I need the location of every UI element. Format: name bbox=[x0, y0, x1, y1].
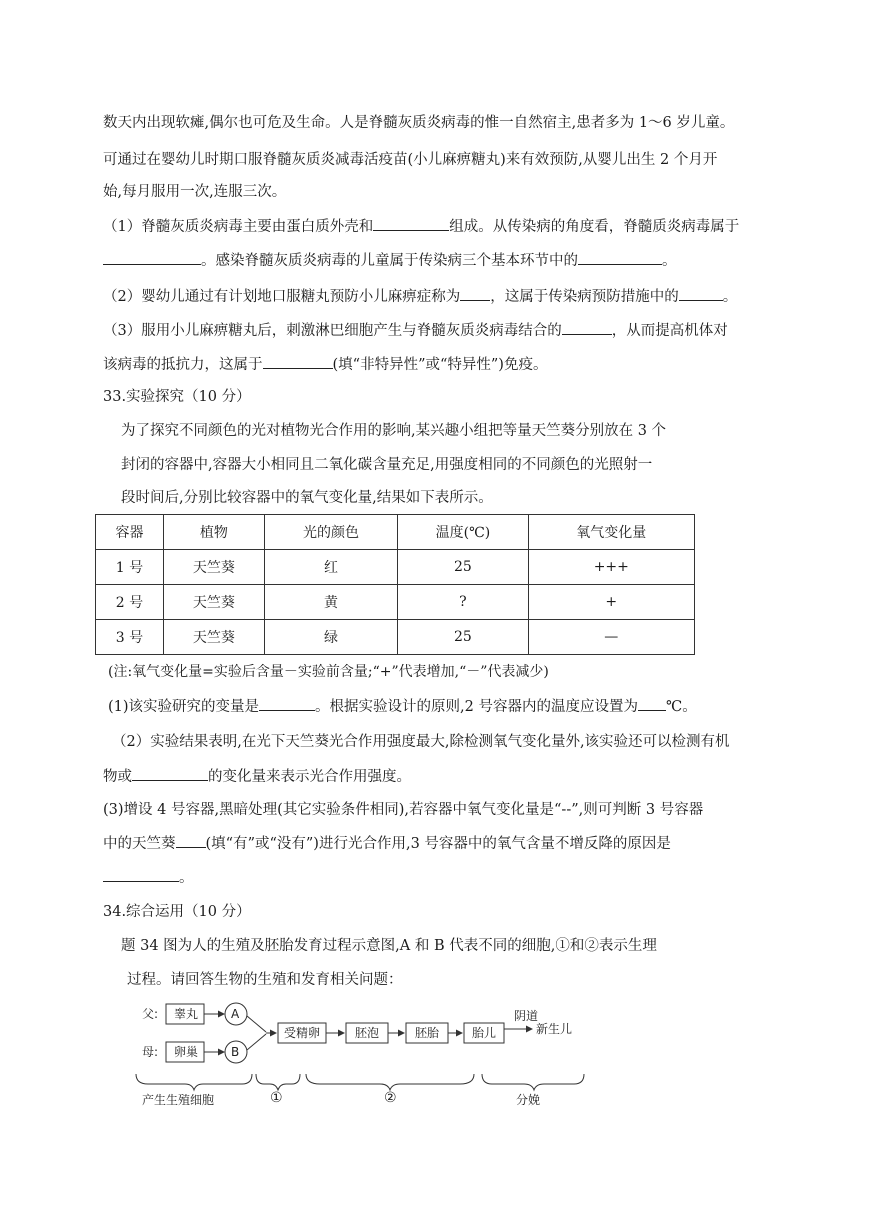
table-cell: 2 号 bbox=[96, 585, 164, 620]
table-header-cell: 植物 bbox=[163, 515, 264, 550]
table-cell: 25 bbox=[398, 550, 528, 585]
vagina-label: 阴道 bbox=[514, 1009, 539, 1023]
q33-intro-line-1: 为了探究不同颜色的光对植物光合作用的影响,某兴趣小组把等量天竺葵分别放在 3 个 bbox=[121, 423, 667, 439]
q32-p2-text-b: ，这属于传染病预防措施中的 bbox=[490, 289, 679, 305]
table-cell: ? bbox=[398, 585, 528, 620]
embryo-label: 胚胎 bbox=[415, 1026, 440, 1040]
table-cell: 3 号 bbox=[96, 620, 164, 655]
q32-part3-line2 bbox=[103, 354, 547, 375]
cell-b-label: B bbox=[231, 1045, 240, 1059]
q33-heading: 33.实验探究（10 分） bbox=[103, 389, 251, 405]
table-header-cell: 光的颜色 bbox=[264, 515, 398, 550]
brace-gametes bbox=[136, 1074, 252, 1090]
q32-p1-text-a: （1）脊髓灰质炎病毒主要由蛋白质外壳和 bbox=[103, 219, 374, 235]
table-cell: +++ bbox=[528, 550, 694, 585]
q33-p2-text-c: 的变化量来表示光合作用强度。 bbox=[208, 769, 411, 785]
brace-stage-1 bbox=[256, 1074, 300, 1090]
q34-intro-line-2: 过程。请回答生物的生殖和发育相关问题： bbox=[127, 972, 403, 988]
connector-line bbox=[247, 1034, 266, 1050]
q32-p2-text-a: （2）婴幼儿通过有计划地口服糖丸预防小儿麻痹症称为 bbox=[103, 289, 461, 305]
table-cell: 红 bbox=[264, 550, 398, 585]
experiment-table bbox=[95, 514, 695, 655]
q33-intro-line-3: 段时间后,分别比较容器中的氧气变化量,结果如下表所示。 bbox=[121, 490, 493, 506]
q33-table-note: (注:氧气变化量=实验后含量－实验前含量;“+”代表增加,“－”代表减少) bbox=[108, 664, 549, 680]
father-label: 父: bbox=[142, 1007, 159, 1021]
stage-birth-label: 分娩 bbox=[516, 1093, 541, 1107]
table-cell: 天竺葵 bbox=[163, 620, 264, 655]
table-header-cell: 氧气变化量 bbox=[528, 515, 694, 550]
q32-p3-text-c: 该病毒的抵抗力，这属于 bbox=[103, 357, 263, 373]
table-header-row bbox=[96, 515, 695, 550]
q32-part1-line2 bbox=[103, 250, 677, 271]
q33-p3-text-b: 中的天竺葵 bbox=[103, 836, 176, 852]
q34-heading: 34.综合运用（10 分） bbox=[103, 904, 251, 920]
answer-blank[interactable] bbox=[263, 354, 333, 369]
q32-p3-text-a: （3）服用小儿麻痹糖丸后，刺激淋巴细胞产生与脊髓灰质炎病毒结合的 bbox=[103, 323, 562, 339]
q33-p3-text-c: (填“有”或“没有”)进行光合作用,3 号容器中的氧气含量不增反降的原因是 bbox=[205, 836, 671, 852]
testis-label: 睾丸 bbox=[174, 1007, 199, 1021]
answer-blank[interactable] bbox=[679, 286, 723, 301]
answer-blank[interactable] bbox=[103, 250, 201, 265]
table-cell: 天竺葵 bbox=[163, 585, 264, 620]
table-row bbox=[96, 585, 695, 620]
fetus-label: 胎儿 bbox=[472, 1026, 497, 1040]
intro-line-2: 可通过在婴幼儿时期口服脊髓灰质炎减毒活疫苗(小儿麻痹糖丸)来有效预防,从婴儿出生 2 个月开 bbox=[103, 152, 718, 168]
brace-stage-2 bbox=[306, 1074, 474, 1090]
q32-p1-text-c: 。感染脊髓灰质炎病毒的儿童属于传染病三个基本环节中的 bbox=[201, 253, 578, 269]
connector-line bbox=[247, 1016, 266, 1032]
reproduction-diagram bbox=[130, 996, 600, 1108]
q33-part3-line1: (3)增设 4 号容器,黑暗处理(其它实验条件相同),若容器中氧气变化量是“--”,则可判断 3 号容器 bbox=[103, 802, 704, 818]
q32-part2 bbox=[103, 286, 737, 307]
answer-blank[interactable] bbox=[578, 250, 662, 265]
table-cell: 天竺葵 bbox=[163, 550, 264, 585]
answer-blank[interactable] bbox=[562, 320, 612, 335]
stage-2-label: ② bbox=[384, 1090, 397, 1106]
cell-a-label: A bbox=[231, 1007, 240, 1021]
q32-part1-line1 bbox=[103, 216, 739, 237]
q33-part2-line1: （2）实验结果表明,在光下天竺葵光合作用强度最大,除检测氧气变化量外,该实验还可以检测有机 bbox=[112, 734, 730, 750]
answer-blank[interactable] bbox=[373, 216, 449, 231]
answer-blank[interactable] bbox=[638, 696, 666, 711]
q32-p1-text-d: 。 bbox=[662, 253, 677, 269]
table-cell: 1 号 bbox=[96, 550, 164, 585]
q34-intro-line-1: 题 34 图为人的生殖及胚胎发育过程示意图,A 和 B 代表不同的细胞,①和②表示生理 bbox=[121, 938, 657, 954]
blastocyst-label: 胚泡 bbox=[355, 1026, 380, 1040]
q33-p1-text-b: 。根据实验设计的原则,2 号容器内的温度应设置为 bbox=[315, 699, 638, 715]
q32-part3-line1 bbox=[103, 320, 728, 341]
brace-birth bbox=[482, 1074, 584, 1090]
q32-p1-text-b: 组成。从传染病的角度看，脊髓质炎病毒属于 bbox=[449, 219, 740, 235]
table-cell: 25 bbox=[398, 620, 528, 655]
table-cell: 黄 bbox=[264, 585, 398, 620]
ovary-label: 卵巢 bbox=[174, 1045, 199, 1059]
table-cell: + bbox=[528, 585, 694, 620]
table-header-cell: 温度(℃) bbox=[398, 515, 528, 550]
newborn-label: 新生儿 bbox=[536, 1022, 573, 1036]
q32-p3-text-d: (填“非特异性”或“特异性”)免疫。 bbox=[332, 357, 548, 373]
q33-p3-text-d: 。 bbox=[179, 870, 194, 886]
answer-blank[interactable] bbox=[460, 286, 490, 301]
intro-line-3: 始,每月服用一次,连服三次。 bbox=[103, 184, 287, 200]
answer-blank[interactable] bbox=[103, 867, 179, 882]
q33-intro-line-2: 封闭的容器中,容器大小相同且二氧化碳含量充足,用强度相同的不同颜色的光照射一 bbox=[121, 457, 653, 473]
answer-blank[interactable] bbox=[132, 766, 208, 781]
stage-1-label: ① bbox=[270, 1090, 283, 1106]
q32-p3-text-b: ，从而提高机体对 bbox=[611, 323, 728, 339]
answer-blank[interactable] bbox=[176, 833, 206, 848]
q33-p1-text-a: (1)该实验研究的变量是 bbox=[108, 699, 260, 715]
q33-part3-line3 bbox=[103, 867, 194, 888]
q33-part3-line2 bbox=[103, 833, 671, 854]
answer-blank[interactable] bbox=[259, 696, 315, 711]
table-cell: 绿 bbox=[264, 620, 398, 655]
q32-p2-text-c: 。 bbox=[722, 289, 738, 305]
q33-p1-text-c: ℃。 bbox=[666, 699, 697, 715]
table-row bbox=[96, 550, 695, 585]
q33-part1 bbox=[108, 696, 697, 717]
stage-gametes-label: 产生生殖细胞 bbox=[142, 1093, 215, 1107]
mother-label: 母: bbox=[142, 1045, 159, 1059]
q33-part2-line2 bbox=[103, 766, 411, 787]
intro-line-1: 数天内出现软瘫,偶尔也可危及生命。人是脊髓灰质炎病毒的惟一自然宿主,患者多为 1～6 岁儿童。 bbox=[103, 115, 735, 131]
q33-p2-text-b: 物或 bbox=[103, 769, 132, 785]
table-header-cell: 容器 bbox=[96, 515, 164, 550]
fertilized-egg-label: 受精卵 bbox=[284, 1026, 321, 1040]
table-row bbox=[96, 620, 695, 655]
table-cell: — bbox=[528, 620, 694, 655]
